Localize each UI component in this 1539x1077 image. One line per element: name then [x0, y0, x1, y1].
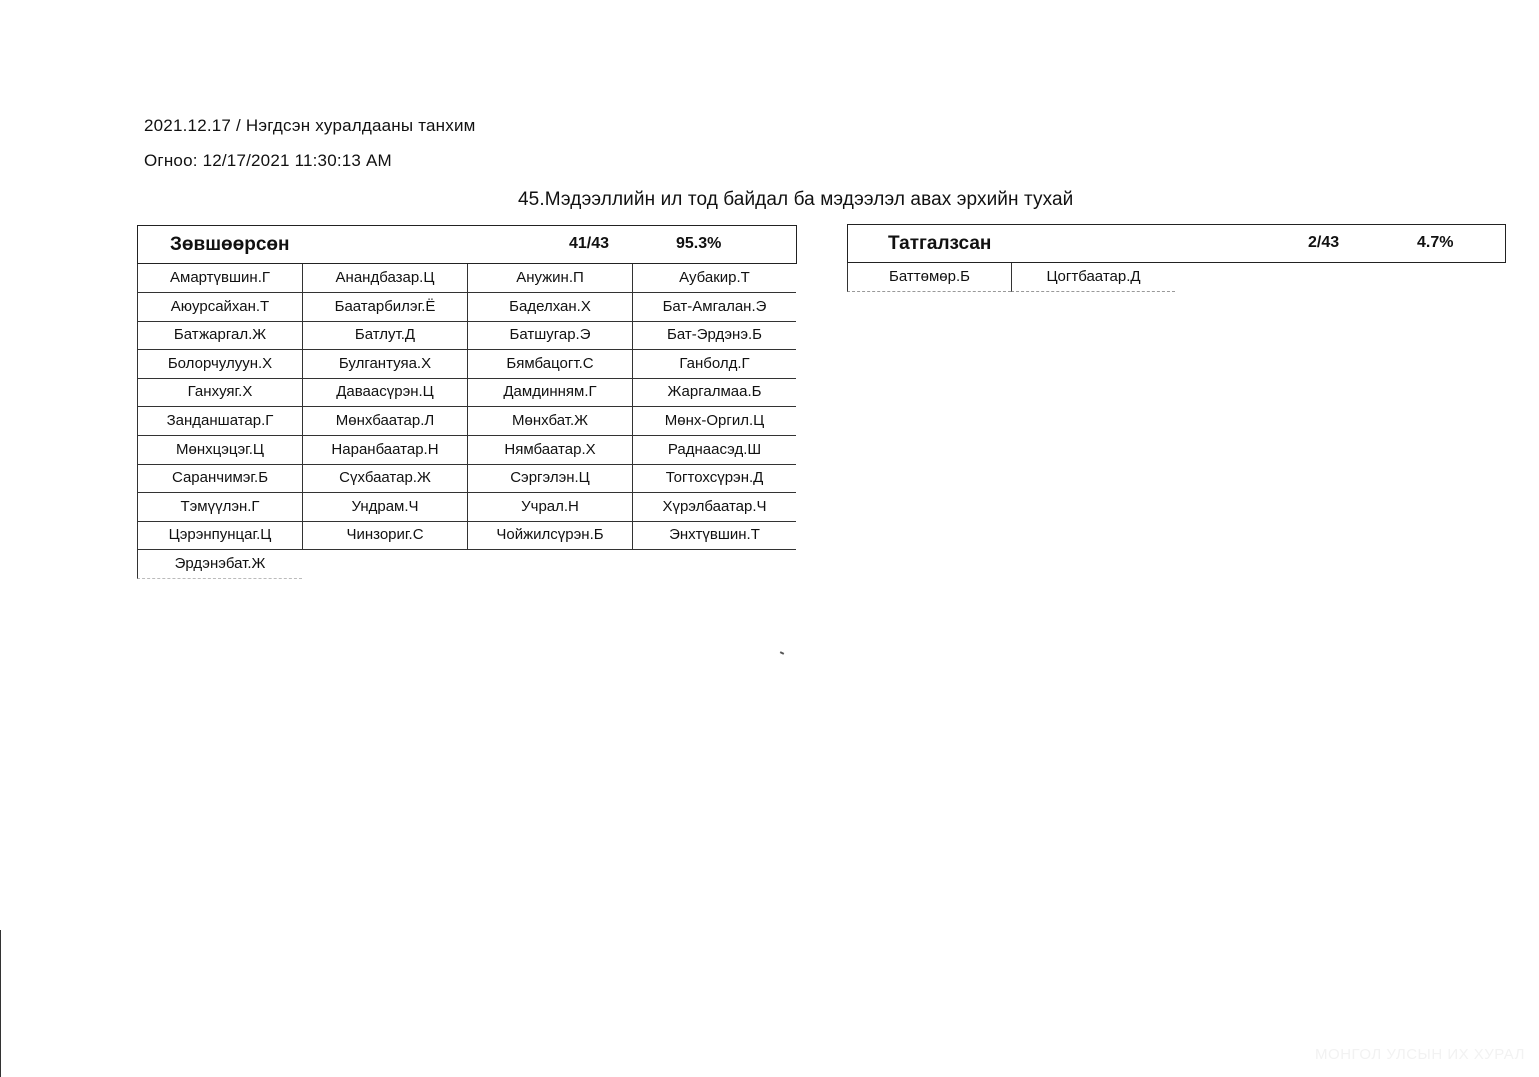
approve-name-cell: Эрдэнэбат.Ж — [137, 550, 302, 579]
approve-name-cell: Чинзориг.С — [302, 521, 467, 550]
approve-name-cell: Мөнхцэцэг.Ц — [137, 436, 302, 465]
approve-name-cell: Анужин.П — [467, 264, 632, 293]
approve-name-cell: Хүрэлбаатар.Ч — [632, 493, 796, 522]
reject-name-cell: Баттөмөр.Б — [847, 263, 1011, 292]
approve-name-cell: Сүхбаатар.Ж — [302, 464, 467, 493]
approve-name-cell: Мөнхбаатар.Л — [302, 407, 467, 436]
approve-name-cell: Занданшатар.Г — [137, 407, 302, 436]
reject-header — [847, 224, 1506, 263]
session-location: 2021.12.17 / Нэгдсэн хуралдааны танхим — [144, 116, 476, 135]
approve-percent: 95.3% — [676, 235, 722, 252]
approve-name-cell: Дамдинням.Г — [467, 378, 632, 407]
approve-name-cell: Бямбацогт.С — [467, 350, 632, 379]
approve-name-cell: Батлут.Д — [302, 321, 467, 350]
reject-label: Татгалзсан — [888, 233, 992, 254]
approve-name-cell: Ганболд.Г — [632, 350, 796, 379]
approve-label: Зөвшөөрсөн — [170, 234, 290, 255]
approve-name-cell: Болорчулуун.Х — [137, 350, 302, 379]
approve-name-cell: Нямбаатар.Х — [467, 436, 632, 465]
approve-name-cell: Мөнхбат.Ж — [467, 407, 632, 436]
approve-name-cell: Баатарбилэг.Ё — [302, 293, 467, 322]
approve-name-cell: Амартүвшин.Г — [137, 264, 302, 293]
approve-name-cell: Цэрэнпунцаг.Ц — [137, 521, 302, 550]
reject-name-cell: Цогтбаатар.Д — [1011, 263, 1175, 292]
reject-count: 2/43 — [1308, 234, 1340, 251]
approve-name-cell: Батжаргал.Ж — [137, 321, 302, 350]
approve-name-cell: Даваасүрэн.Ц — [302, 378, 467, 407]
approve-name-cell: Учрал.Н — [467, 493, 632, 522]
approve-name-cell: Анандбазар.Ц — [302, 264, 467, 293]
scan-edge-line — [0, 930, 1, 1077]
vote-datetime: Огноо: 12/17/2021 11:30:13 AM — [144, 151, 392, 170]
approve-name-cell: Раднаасэд.Ш — [632, 436, 796, 465]
reject-percent: 4.7% — [1417, 234, 1454, 251]
approve-name-cell: Бат-Эрдэнэ.Б — [632, 321, 796, 350]
approve-name-cell: Наранбаатар.Н — [302, 436, 467, 465]
approve-name-cell: Жаргалмаа.Б — [632, 378, 796, 407]
approve-name-cell: Тэмүүлэн.Г — [137, 493, 302, 522]
approve-name-cell: Сэргэлэн.Ц — [467, 464, 632, 493]
approve-header — [137, 225, 797, 264]
watermark: МОНГОЛ УЛСЫН ИХ ХУРАЛ — [1315, 1046, 1525, 1063]
scan-speck — [780, 651, 784, 655]
approve-panel — [137, 225, 797, 585]
approve-name-cell: Мөнх-Оргил.Ц — [632, 407, 796, 436]
approve-count: 41/43 — [569, 235, 610, 252]
approve-name-cell: Энхтүвшин.Т — [632, 521, 796, 550]
approve-name-cell: Бат-Амгалан.Э — [632, 293, 796, 322]
approve-name-cell: Булгантуяа.Х — [302, 350, 467, 379]
approve-name-cell: Аюурсайхан.Т — [137, 293, 302, 322]
approve-name-cell: Аубакир.Т — [632, 264, 796, 293]
approve-name-cell: Ундрам.Ч — [302, 493, 467, 522]
approve-name-cell: Ганхуяг.Х — [137, 378, 302, 407]
approve-name-cell: Саранчимэг.Б — [137, 464, 302, 493]
approve-name-cell: Баделхан.Х — [467, 293, 632, 322]
reject-panel — [847, 224, 1506, 304]
approve-name-cell: Чойжилсүрэн.Б — [467, 521, 632, 550]
approve-name-cell: Батшугар.Э — [467, 321, 632, 350]
agenda-title: 45.Мэдээллийн ил тод байдал ба мэдээлэл авах эрхийн тухай — [518, 189, 1074, 210]
approve-name-cell: Тогтохсүрэн.Д — [632, 464, 796, 493]
